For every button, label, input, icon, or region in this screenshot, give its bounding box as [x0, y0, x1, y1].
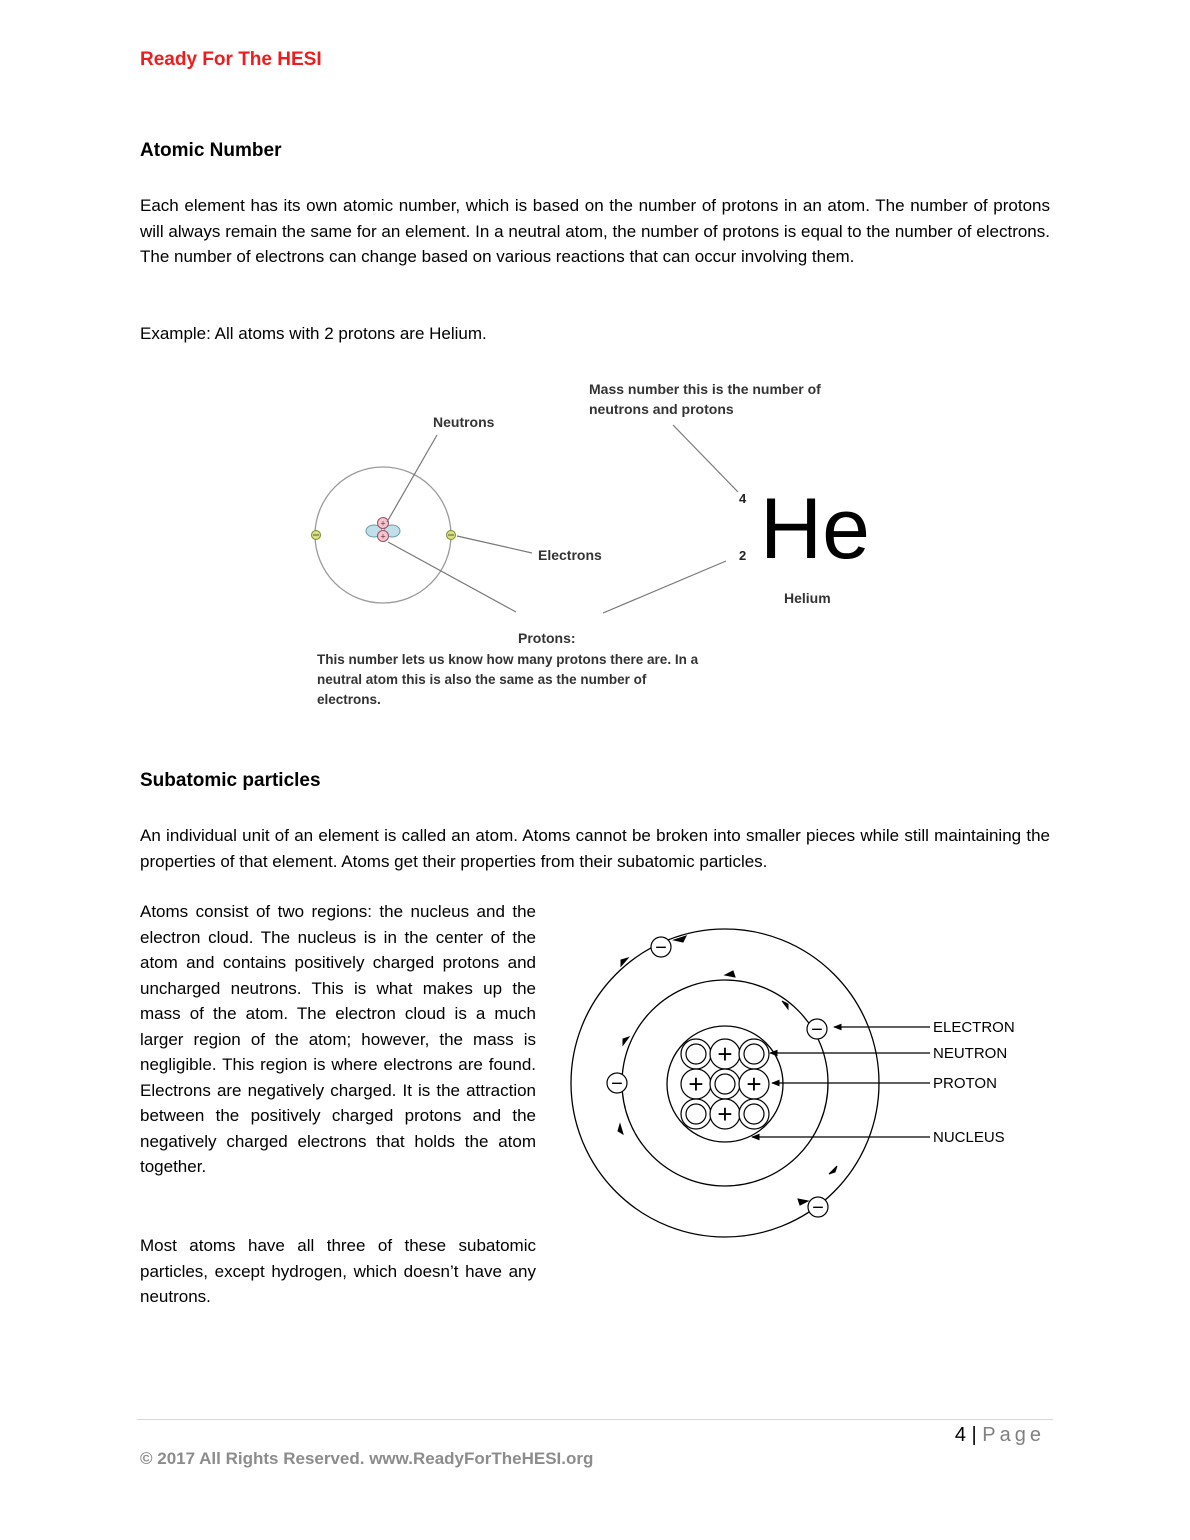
subatomic-heading: Subatomic particles — [140, 770, 321, 791]
plus-sign: + — [746, 1069, 762, 1099]
plus-sign: + — [380, 518, 386, 529]
nucleus-label: NUCLEUS — [933, 1129, 1005, 1146]
electron-left — [312, 531, 321, 540]
plus-sign: + — [717, 1099, 733, 1129]
neutron-label: NEUTRON — [933, 1045, 1008, 1062]
helium-example: Example: All atoms with 2 protons are Helium. — [140, 324, 487, 343]
electron-top — [651, 937, 671, 959]
mass-number-pointer-line — [673, 425, 738, 492]
neutron-inner — [744, 1044, 764, 1064]
minus-sign: − — [811, 1019, 823, 1041]
page-number-value: 4 — [954, 1424, 966, 1446]
plus-sign: + — [717, 1039, 733, 1069]
helium-nucleus — [366, 518, 400, 542]
protons-description-line3: electrons. — [317, 692, 381, 707]
plus-sign: + — [380, 531, 386, 542]
footer-divider — [137, 1419, 1053, 1420]
neutron-inner — [686, 1044, 706, 1064]
electron-label: ELECTRON — [933, 1019, 1015, 1036]
page-separator: | — [965, 1424, 983, 1446]
neutron-inner — [715, 1074, 735, 1094]
atomic-number-heading: Atomic Number — [140, 140, 282, 161]
helium-atom-diagram — [300, 372, 890, 717]
hydrogen-paragraph: Most atoms have all three of these subatomic particles, except hydrogen, which doesn’t have any neutrons. — [140, 1236, 536, 1306]
proton-label: PROTON — [933, 1075, 997, 1092]
mass-number-value: 4 — [739, 491, 747, 506]
atom-structure-diagram — [560, 920, 1040, 1250]
minus-sign: − — [611, 1073, 623, 1095]
element-name: Helium — [784, 590, 831, 606]
atomic-number-paragraph: Each element has its own atomic number, which is based on the number of protons in an atom. The number of protons will always remain the same for an element. In a neutral atom, the number of protons is equal to the number of electrons. The number of electrons can change based on various reactions that can occur involving them. — [140, 196, 1050, 266]
mass-number-label: Mass number this is the number of — [589, 381, 821, 397]
minus-sign: − — [655, 937, 667, 959]
electron-bottom — [808, 1197, 828, 1219]
page-word: Page — [982, 1424, 1045, 1446]
copyright-notice: © 2017 All Rights Reserved. www.ReadyForTheHESI.org — [140, 1449, 594, 1468]
protons-description-line2: neutral atom this is also the same as the number of — [317, 672, 647, 687]
subatomic-paragraph: An individual unit of an element is called an atom. Atoms cannot be broken into smaller pieces while still maintaining the properties of that element. Atoms get their properties from their subatomic particles. — [140, 826, 1050, 871]
neutron-inner — [686, 1104, 706, 1124]
brand-header: Ready For The HESI — [140, 49, 322, 70]
electrons-label: Electrons — [538, 547, 602, 563]
electron-inner-right — [807, 1019, 827, 1041]
plus-sign: + — [688, 1069, 704, 1099]
regions-paragraph: Atoms consist of two regions: the nucleus and the electron cloud. The nucleus is in the center of the atom and contains positively charged protons and uncharged neutrons. This is what makes up the mass of the atom. The electron cloud is a much larger region of the atom; however, the mass is negligible. This region is where electrons are found. Electrons are negatively charged. It is the attraction between the positively charged protons and the negatively charged electrons that holds the atom together. — [140, 902, 536, 1176]
neutrons-label: Neutrons — [433, 414, 495, 430]
electrons-pointer-line — [457, 536, 532, 553]
protons-description-line1: This number lets us know how many protons there are. In a — [317, 652, 699, 667]
element-symbol: He — [760, 481, 870, 577]
protons-title: Protons: — [518, 630, 576, 646]
electron-right — [447, 531, 456, 540]
electron-left — [607, 1073, 627, 1095]
mass-number-label-line2: neutrons and protons — [589, 401, 734, 417]
neutron-inner — [744, 1104, 764, 1124]
minus-sign: − — [812, 1197, 824, 1219]
atomic-number-pointer-line — [603, 561, 726, 613]
atomic-number-value: 2 — [739, 548, 747, 563]
protons-pointer-line — [388, 542, 516, 612]
neutrons-pointer-line — [387, 435, 437, 522]
page-number — [955, 1424, 1045, 1447]
